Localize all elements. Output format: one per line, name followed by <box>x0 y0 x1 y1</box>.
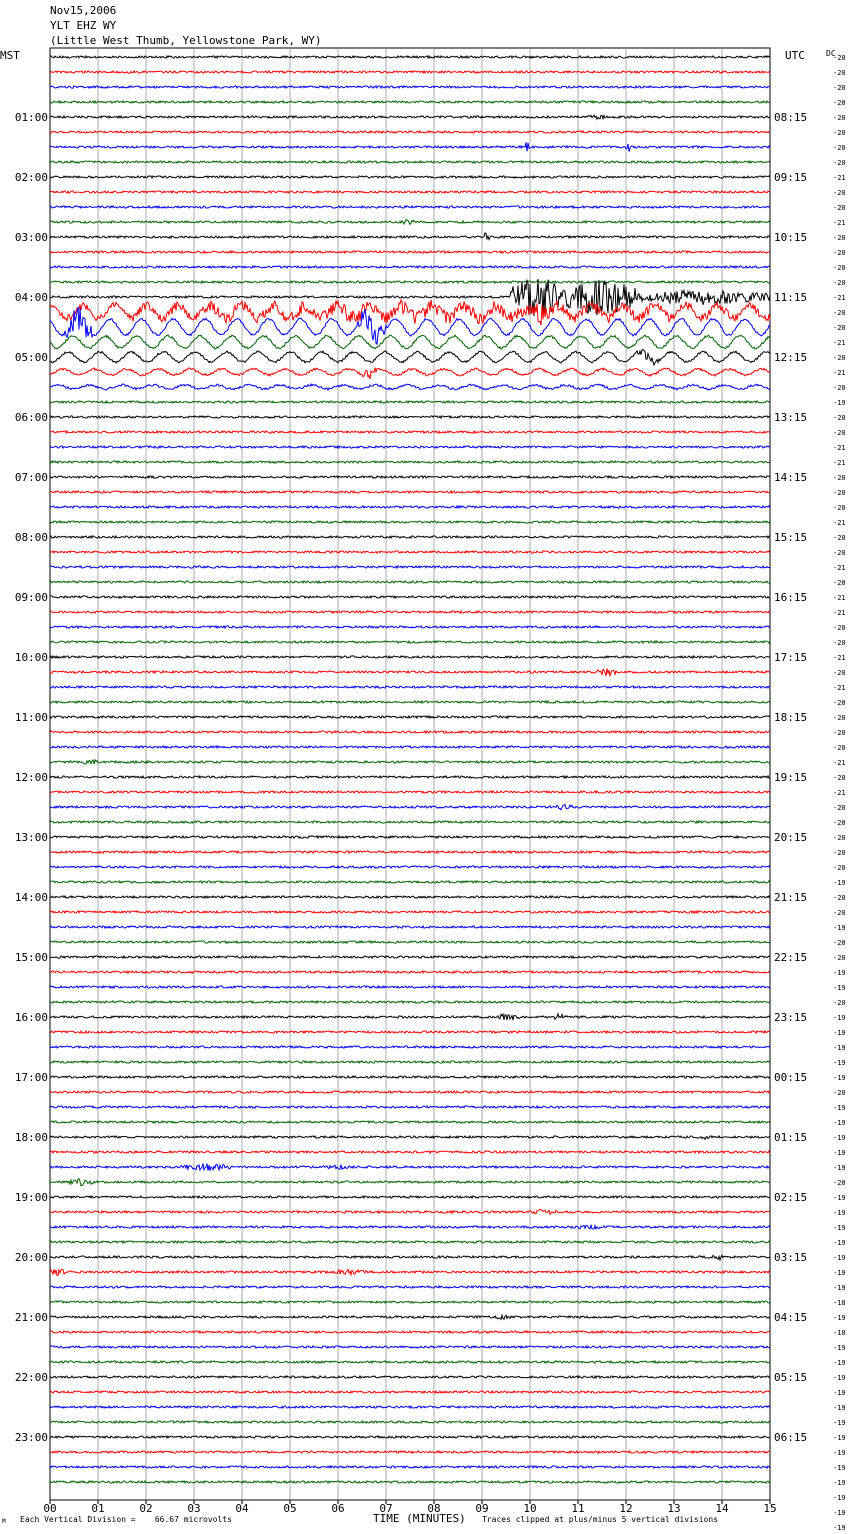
utc-hour-label: 20:15 <box>774 831 808 844</box>
dc-offset-label: -20 <box>833 309 846 317</box>
seismic-trace <box>50 307 770 344</box>
seismic-trace <box>50 384 770 390</box>
seismic-trace <box>50 551 770 553</box>
utc-hour-label: 22:15 <box>774 951 808 964</box>
seismic-trace <box>50 641 770 643</box>
dc-offset-label: -20 <box>833 939 846 947</box>
mst-hour-label: 19:00 <box>14 1191 48 1204</box>
utc-hour-label: 13:15 <box>774 411 808 424</box>
dc-offset-label: -20 <box>833 699 846 707</box>
x-tick-label: 13 <box>667 1502 681 1515</box>
seismic-trace <box>50 536 770 538</box>
dc-offset-label: -20 <box>833 84 846 92</box>
dc-offset-label: -21 <box>833 609 846 617</box>
dc-offset-label: -20 <box>833 429 846 437</box>
seismic-trace <box>50 1076 770 1078</box>
seismic-trace <box>50 506 770 508</box>
dc-offset-label: -21 <box>833 369 846 377</box>
dc-offset-label: -19 <box>833 1149 846 1157</box>
seismic-trace <box>50 446 770 448</box>
dc-offset-label: -20 <box>833 714 846 722</box>
dc-offset-label: -19 <box>833 1119 846 1127</box>
seismic-trace <box>50 1315 770 1319</box>
seismic-trace <box>50 476 770 478</box>
dc-offset-label: -20 <box>833 474 846 482</box>
seismic-trace <box>50 1046 770 1048</box>
dc-offset-label: -19 <box>833 969 846 977</box>
dc-offset-label: -19 <box>833 1269 846 1277</box>
dc-offset-label: -19 <box>833 1104 846 1112</box>
seismic-trace <box>50 1106 770 1108</box>
dc-offset-label: -20 <box>833 834 846 842</box>
seismic-trace <box>50 836 770 838</box>
utc-hour-label: 06:15 <box>774 1431 808 1444</box>
dc-offset-label: -20 <box>833 489 846 497</box>
seismic-trace <box>50 350 770 365</box>
dc-offset-label: -21 <box>833 444 846 452</box>
dc-offset-label: -19 <box>833 1389 846 1397</box>
utc-hour-label: 05:15 <box>774 1371 808 1384</box>
x-tick-label: 07 <box>379 1502 393 1515</box>
seismic-trace <box>50 1179 770 1186</box>
seismic-trace <box>50 101 770 103</box>
seismic-trace <box>50 1421 770 1423</box>
utc-hour-label: 03:15 <box>774 1251 808 1264</box>
dc-offset-label: -21 <box>833 519 846 527</box>
seismic-trace <box>50 1061 770 1063</box>
dc-offset-label: -19 <box>833 1284 846 1292</box>
mst-hour-label: 06:00 <box>14 411 48 424</box>
dc-offset-label: -21 <box>833 459 846 467</box>
dc-offset-label: -19 <box>833 1524 846 1532</box>
dc-offset-label: -20 <box>833 189 846 197</box>
utc-hour-label: 17:15 <box>774 651 808 664</box>
dc-offset-label: -20 <box>833 954 846 962</box>
dc-offset-label: -20 <box>833 804 846 812</box>
dc-offset-label: -18 <box>833 1299 846 1307</box>
dc-offset-label: -19 <box>833 1419 846 1427</box>
dc-offset-label: -20 <box>833 54 846 62</box>
seismic-trace <box>50 115 770 119</box>
dc-offset-label: -20 <box>833 504 846 512</box>
seismic-trace <box>50 71 770 73</box>
mst-hour-label: 13:00 <box>14 831 48 844</box>
seismic-trace <box>50 142 770 151</box>
dc-offset-label: -21 <box>833 594 846 602</box>
dc-offset-label: -19 <box>833 1434 846 1442</box>
dc-offset-label: -19 <box>833 1224 846 1232</box>
mst-hour-label: 03:00 <box>14 231 48 244</box>
seismic-trace <box>50 335 770 349</box>
seismic-trace <box>50 251 770 253</box>
seismic-trace <box>50 596 770 598</box>
mst-hour-label: 14:00 <box>14 891 48 904</box>
plot-date: Nov15,2006 <box>50 4 117 17</box>
x-tick-label: 02 <box>139 1502 153 1515</box>
utc-hour-label: 01:15 <box>774 1131 808 1144</box>
utc-hour-label: 12:15 <box>774 351 808 364</box>
seismic-trace <box>50 760 770 764</box>
dc-offset-label: -20 <box>833 894 846 902</box>
seismic-trace <box>50 821 770 823</box>
mst-hour-label: 02:00 <box>14 171 48 184</box>
seismic-trace <box>50 206 770 208</box>
dc-offset-label: -20 <box>833 774 846 782</box>
seismic-trace <box>50 1269 770 1275</box>
seismic-trace <box>50 266 770 268</box>
seismic-trace <box>50 971 770 973</box>
dc-offset-label: -20 <box>833 324 846 332</box>
x-tick-label: 01 <box>91 1502 105 1515</box>
dc-offset-label: -20 <box>833 999 846 1007</box>
seismic-trace <box>50 716 770 718</box>
dc-offset-label: -19 <box>833 1029 846 1037</box>
dc-offset-label: -19 <box>833 1239 846 1247</box>
dc-offset-label: -19 <box>833 1209 846 1217</box>
utc-hour-label: 16:15 <box>774 591 808 604</box>
seismic-trace <box>50 851 770 853</box>
dc-offset-label: -21 <box>833 789 846 797</box>
seismic-trace <box>50 1014 770 1020</box>
dc-offset-label: -20 <box>833 534 846 542</box>
seismic-trace <box>50 776 770 778</box>
dc-offset-label: -20 <box>833 579 846 587</box>
mst-hour-label: 22:00 <box>14 1371 48 1384</box>
utc-hour-label: 02:15 <box>774 1191 808 1204</box>
seismic-trace <box>50 1091 770 1093</box>
dc-offset-label: -21 <box>833 759 846 767</box>
dc-offset-label: -20 <box>833 849 846 857</box>
dc-offset-label: -18 <box>833 1329 846 1337</box>
dc-offset-label: -19 <box>833 1074 846 1082</box>
clip-note: Traces clipped at plus/minus 5 vertical divisions <box>482 1515 719 1524</box>
x-axis-label: TIME (MINUTES) <box>373 1512 466 1525</box>
dc-offset-label: -19 <box>833 1374 846 1382</box>
x-tick-label: 11 <box>571 1502 585 1515</box>
mst-hour-label: 16:00 <box>14 1011 48 1024</box>
dc-offset-label: -20 <box>833 114 846 122</box>
dc-offset-label: -20 <box>833 129 846 137</box>
dc-offset-label: -20 <box>833 1089 846 1097</box>
x-tick-label: 15 <box>763 1502 777 1515</box>
seismic-trace <box>50 686 770 688</box>
dc-offset-label: -21 <box>833 564 846 572</box>
dc-offset-label: -19 <box>833 1404 846 1412</box>
seismic-trace <box>50 86 770 88</box>
dc-offset-label: -21 <box>833 294 846 302</box>
seismic-trace <box>50 911 770 913</box>
utc-hour-label: 21:15 <box>774 891 808 904</box>
mst-hour-label: 10:00 <box>14 651 48 664</box>
seismic-trace <box>50 668 770 676</box>
dc-offset-label: -20 <box>833 234 846 242</box>
mst-hour-label: 18:00 <box>14 1131 48 1144</box>
seismic-trace <box>50 416 770 418</box>
seismic-trace <box>50 926 770 928</box>
seismic-trace <box>50 521 770 523</box>
seismic-trace <box>50 1361 770 1363</box>
dc-offset-label: -20 <box>833 624 846 632</box>
seismic-trace <box>50 1196 770 1198</box>
mst-hour-label: 17:00 <box>14 1071 48 1084</box>
seismic-trace <box>50 611 770 613</box>
mst-hour-label: 07:00 <box>14 471 48 484</box>
x-tick-label: 04 <box>235 1502 249 1515</box>
seismic-trace <box>50 1331 770 1333</box>
seismic-trace <box>50 1466 770 1468</box>
seismic-trace <box>50 656 770 658</box>
dc-header-label: DC <box>826 49 836 58</box>
x-tick-label: 10 <box>523 1502 537 1515</box>
seismic-trace <box>50 866 770 868</box>
dc-offset-label: -19 <box>833 1314 846 1322</box>
utc-hour-label: 11:15 <box>774 291 808 304</box>
dc-offset-label: -20 <box>833 729 846 737</box>
dc-offset-label: -20 <box>833 279 846 287</box>
utc-hour-label: 23:15 <box>774 1011 808 1024</box>
dc-offset-label: -20 <box>833 744 846 752</box>
seismic-trace <box>50 431 770 433</box>
station-location: (Little West Thumb, Yellowstone Park, WY) <box>50 34 322 47</box>
seismic-trace <box>50 1346 770 1348</box>
dc-offset-label: -20 <box>833 669 846 677</box>
utc-hour-label: 15:15 <box>774 531 808 544</box>
dc-offset-label: -20 <box>833 204 846 212</box>
dc-offset-label: -19 <box>833 879 846 887</box>
dc-offset-label: -21 <box>833 684 846 692</box>
seismic-trace <box>50 1255 770 1260</box>
utc-hour-label: 14:15 <box>774 471 808 484</box>
seismic-trace <box>50 56 770 58</box>
seismic-trace <box>50 1286 770 1288</box>
seismic-trace <box>50 300 770 326</box>
corner-mark: M <box>2 1518 6 1525</box>
dc-offset-label: -19 <box>833 1194 846 1202</box>
seismic-trace <box>50 1481 770 1483</box>
dc-offset-label: -21 <box>833 174 846 182</box>
seismic-trace <box>50 1406 770 1408</box>
seismic-trace <box>50 1225 770 1229</box>
seismic-trace <box>50 566 770 568</box>
dc-offset-label: -20 <box>833 69 846 77</box>
dc-offset-label: -19 <box>833 1344 846 1352</box>
mst-hour-label: 09:00 <box>14 591 48 604</box>
seismic-trace <box>50 581 770 583</box>
seismic-trace <box>50 161 770 163</box>
right-timezone-label: UTC <box>785 49 805 62</box>
dc-offset-label: -19 <box>833 1449 846 1457</box>
dc-offset-label: -20 <box>833 909 846 917</box>
dc-offset-label: -19 <box>833 924 846 932</box>
seismic-trace <box>50 956 770 958</box>
seismic-trace <box>50 1001 770 1003</box>
seismic-trace <box>50 1391 770 1393</box>
seismic-trace <box>50 281 770 283</box>
seismic-trace <box>50 1451 770 1453</box>
utc-hour-label: 18:15 <box>774 711 808 724</box>
dc-offset-label: -19 <box>833 1464 846 1472</box>
utc-hour-label: 09:15 <box>774 171 808 184</box>
mst-hour-label: 08:00 <box>14 531 48 544</box>
dc-offset-label: -20 <box>833 249 846 257</box>
dc-offset-label: -20 <box>833 99 846 107</box>
seismic-trace <box>50 401 770 403</box>
seismic-trace <box>50 805 770 810</box>
dc-offset-label: -20 <box>833 864 846 872</box>
utc-hour-label: 04:15 <box>774 1311 808 1324</box>
seismic-trace <box>50 461 770 463</box>
dc-offset-label: -20 <box>833 639 846 647</box>
dc-offset-label: -19 <box>833 1014 846 1022</box>
seismic-trace <box>50 791 770 793</box>
utc-hour-label: 00:15 <box>774 1071 808 1084</box>
left-timezone-label: MST <box>0 49 20 62</box>
dc-offset-label: -21 <box>833 219 846 227</box>
seismic-trace <box>50 746 770 748</box>
mst-hour-label: 23:00 <box>14 1431 48 1444</box>
seismic-trace <box>50 176 770 178</box>
seismic-trace <box>50 233 770 240</box>
seismic-trace <box>50 131 770 133</box>
dc-offset-label: -20 <box>833 414 846 422</box>
x-tick-label: 00 <box>43 1502 57 1515</box>
x-tick-label: 03 <box>187 1502 201 1515</box>
dc-offset-label: -19 <box>833 1044 846 1052</box>
seismic-trace <box>50 220 770 225</box>
x-tick-label: 08 <box>427 1502 441 1515</box>
mst-hour-label: 04:00 <box>14 291 48 304</box>
station-code: YLT EHZ WY <box>50 19 117 32</box>
dc-offset-label: -19 <box>833 399 846 407</box>
seismic-trace <box>50 1136 770 1140</box>
seismic-trace <box>50 1164 770 1171</box>
dc-offset-label: -20 <box>833 159 846 167</box>
x-tick-label: 06 <box>331 1502 345 1515</box>
mst-hour-label: 12:00 <box>14 771 48 784</box>
dc-offset-label: -19 <box>833 1494 846 1502</box>
seismic-trace <box>50 986 770 988</box>
dc-offset-label: -19 <box>833 1134 846 1142</box>
seismic-trace <box>50 626 770 628</box>
mst-hour-label: 15:00 <box>14 951 48 964</box>
seismic-trace <box>50 941 770 943</box>
x-tick-label: 05 <box>283 1502 297 1515</box>
dc-offset-label: -20 <box>833 819 846 827</box>
seismic-trace <box>50 191 770 193</box>
seismic-trace <box>50 881 770 883</box>
seismic-trace <box>50 491 770 493</box>
x-tick-label: 12 <box>619 1502 633 1515</box>
seismic-trace <box>50 368 770 379</box>
dc-offset-label: -20 <box>833 384 846 392</box>
seismic-trace <box>50 701 770 703</box>
dc-offset-label: -19 <box>833 984 846 992</box>
seismic-trace <box>50 1210 770 1215</box>
seismic-trace <box>50 1436 770 1438</box>
seismic-trace <box>50 1121 770 1123</box>
mst-hour-label: 01:00 <box>14 111 48 124</box>
dc-offset-label: -20 <box>833 144 846 152</box>
scale-note: Each Vertical Division = 66.67 microvolts <box>20 1515 232 1524</box>
dc-offset-label: -19 <box>833 1164 846 1172</box>
dc-offset-label: -19 <box>833 1059 846 1067</box>
dc-offset-label: -19 <box>833 1479 846 1487</box>
x-tick-label: 14 <box>715 1502 729 1515</box>
dc-offset-label: -19 <box>833 1509 846 1517</box>
dc-offset-label: -20 <box>833 354 846 362</box>
seismic-trace <box>50 1151 770 1153</box>
seismic-trace <box>50 896 770 898</box>
seismic-trace <box>50 1301 770 1303</box>
dc-offset-label: -20 <box>833 1179 846 1187</box>
dc-offset-label: -20 <box>833 264 846 272</box>
utc-hour-label: 08:15 <box>774 111 808 124</box>
seismic-trace <box>50 731 770 733</box>
dc-offset-label: -19 <box>833 1359 846 1367</box>
utc-hour-label: 19:15 <box>774 771 808 784</box>
utc-hour-label: 10:15 <box>774 231 808 244</box>
dc-offset-label: -21 <box>833 339 846 347</box>
mst-hour-label: 20:00 <box>14 1251 48 1264</box>
seismic-trace <box>50 1031 770 1033</box>
mst-hour-label: 21:00 <box>14 1311 48 1324</box>
mst-hour-label: 11:00 <box>14 711 48 724</box>
mst-hour-label: 05:00 <box>14 351 48 364</box>
dc-offset-label: -20 <box>833 549 846 557</box>
seismic-trace <box>50 1376 770 1378</box>
x-tick-label: 09 <box>475 1502 489 1515</box>
seismic-trace <box>50 1241 770 1243</box>
dc-offset-label: -21 <box>833 654 846 662</box>
dc-offset-label: -19 <box>833 1254 846 1262</box>
